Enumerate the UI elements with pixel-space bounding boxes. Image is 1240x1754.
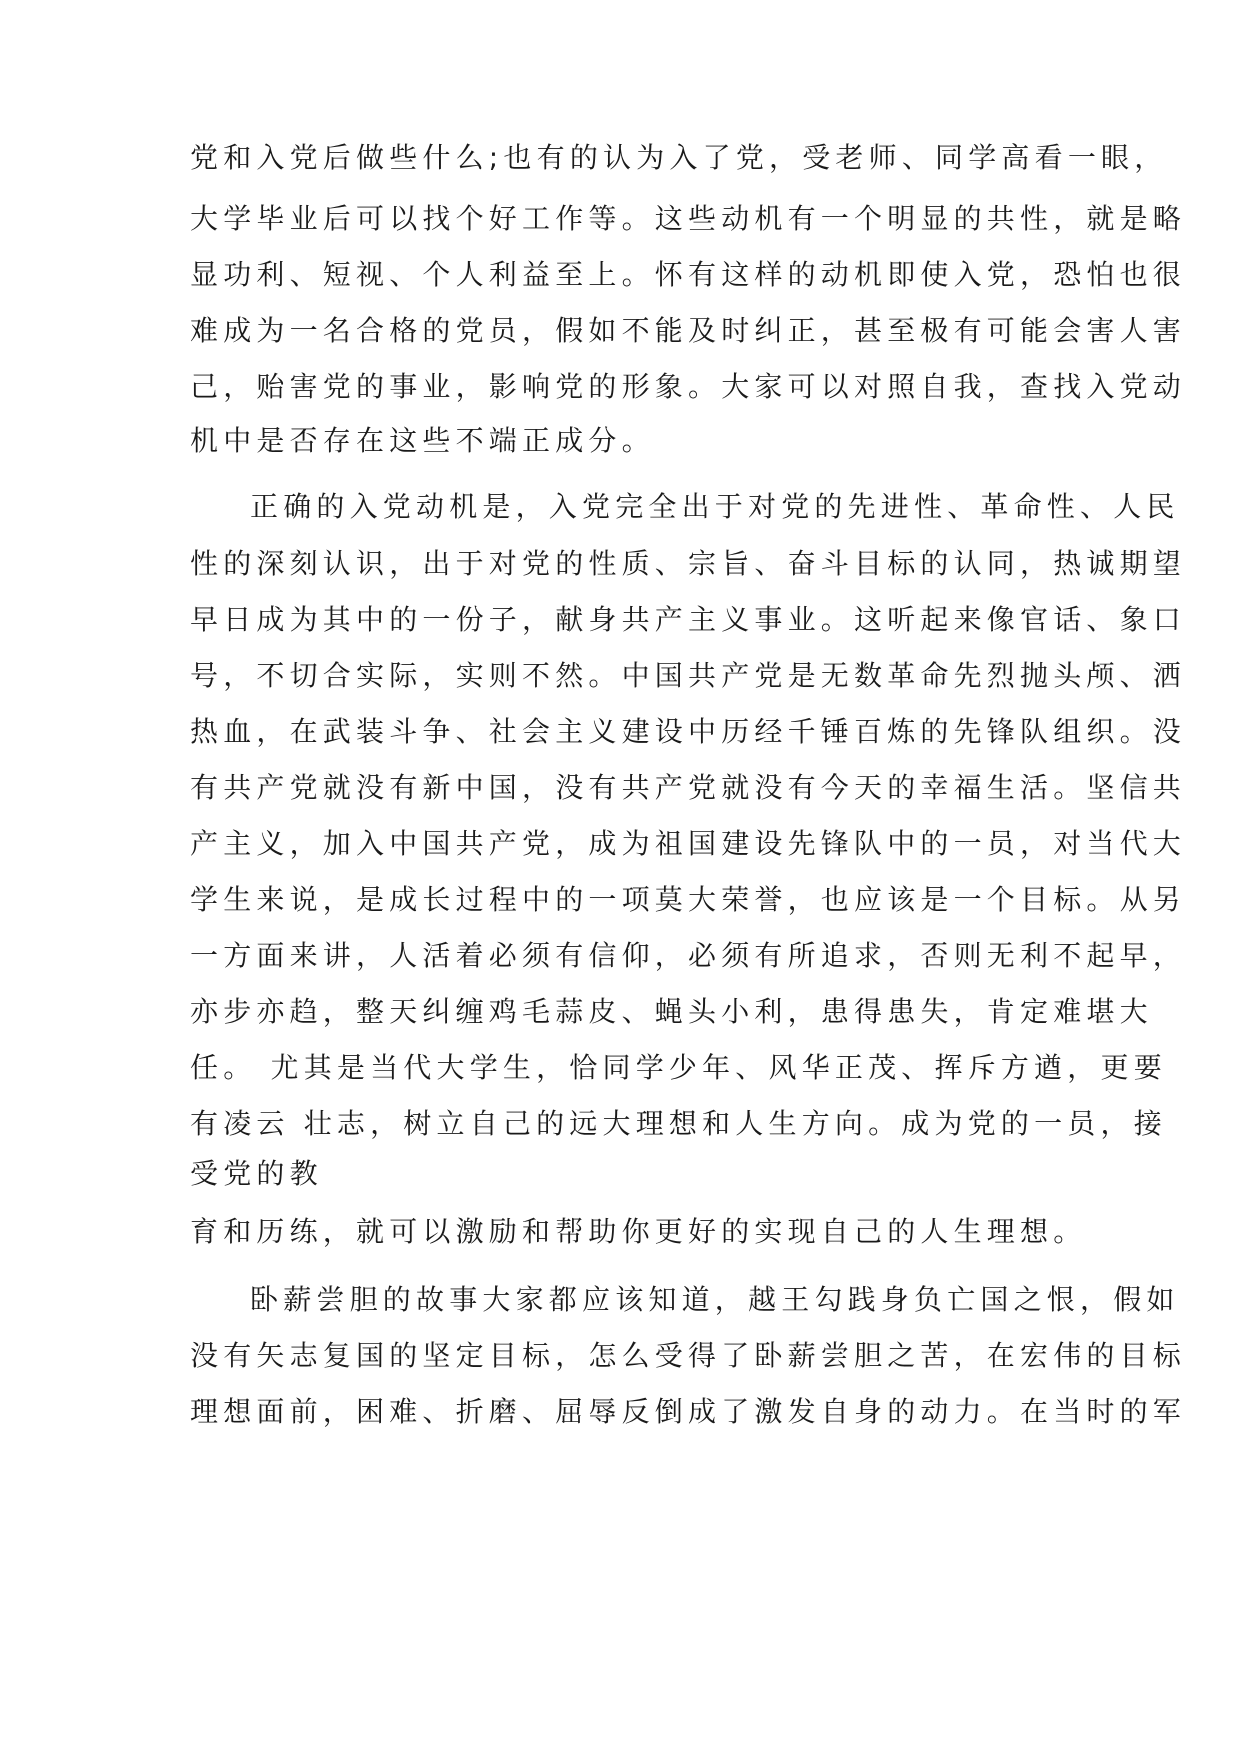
text-line: 任。 尤其是当代大学生，恰同学少年、风华正茂、挥斥方遒，更要 bbox=[190, 1051, 1167, 1084]
text-line: 受党的教 bbox=[190, 1157, 323, 1190]
text-line: 党和入党后做些什么;也有的认为入了党，受老师、同学高看一眼， bbox=[190, 141, 1168, 174]
text-line: 理想面前，困难、折磨、屈辱反倒成了激发自身的动力。在当时的军 bbox=[190, 1395, 1187, 1428]
text-line: 性的深刻认识，出于对党的性质、宗旨、奋斗目标的认同，热诚期望 bbox=[190, 547, 1187, 580]
text-line: 一方面来讲，人活着必须有信仰，必须有所追求，否则无利不起早， bbox=[190, 939, 1187, 972]
text-line: 正确的入党动机是，入党完全出于对党的先进性、革命性、人民 bbox=[250, 490, 1180, 523]
text-line: 育和历练，就可以激励和帮助你更好的实现自己的人生理想。 bbox=[190, 1215, 1087, 1248]
text-line: 热血，在武装斗争、社会主义建设中历经千锤百炼的先锋队组织。没 bbox=[190, 715, 1187, 748]
text-line: 亦步亦趋，整天纠缠鸡毛蒜皮、蝇头小利，患得患失，肯定难堪大 bbox=[190, 995, 1153, 1028]
text-line: 没有矢志复国的坚定目标，怎么受得了卧薪尝胆之苦，在宏伟的目标 bbox=[190, 1339, 1187, 1372]
text-line: 有共产党就没有新中国，没有共产党就没有今天的幸福生活。坚信共 bbox=[190, 771, 1187, 804]
text-line: 显功利、短视、个人利益至上。怀有这样的动机即使入党，恐怕也很 bbox=[190, 258, 1187, 291]
text-line: 有凌云 壮志，树立自己的远大理想和人生方向。成为党的一员，接 bbox=[190, 1107, 1167, 1140]
text-line: 产主义，加入中国共产党，成为祖国建设先锋队中的一员，对当代大 bbox=[190, 827, 1187, 860]
text-line: 大学毕业后可以找个好工作等。这些动机有一个明显的共性，就是略 bbox=[190, 202, 1187, 235]
text-line: 卧薪尝胆的故事大家都应该知道，越王勾践身负亡国之恨，假如 bbox=[250, 1283, 1180, 1316]
text-line: 难成为一名合格的党员，假如不能及时纠正，甚至极有可能会害人害 bbox=[190, 314, 1187, 347]
text-line: 机中是否存在这些不端正成分。 bbox=[190, 424, 655, 457]
text-line: 学生来说，是成长过程中的一项莫大荣誉，也应该是一个目标。从另 bbox=[190, 883, 1187, 916]
text-line: 号，不切合实际，实则不然。中国共产党是无数革命先烈抛头颅、洒 bbox=[190, 659, 1187, 692]
text-line: 早日成为其中的一份子，献身共产主义事业。这听起来像官话、象口 bbox=[190, 603, 1187, 636]
text-line: 己，贻害党的事业，影响党的形象。大家可以对照自我，查找入党动 bbox=[190, 370, 1187, 403]
